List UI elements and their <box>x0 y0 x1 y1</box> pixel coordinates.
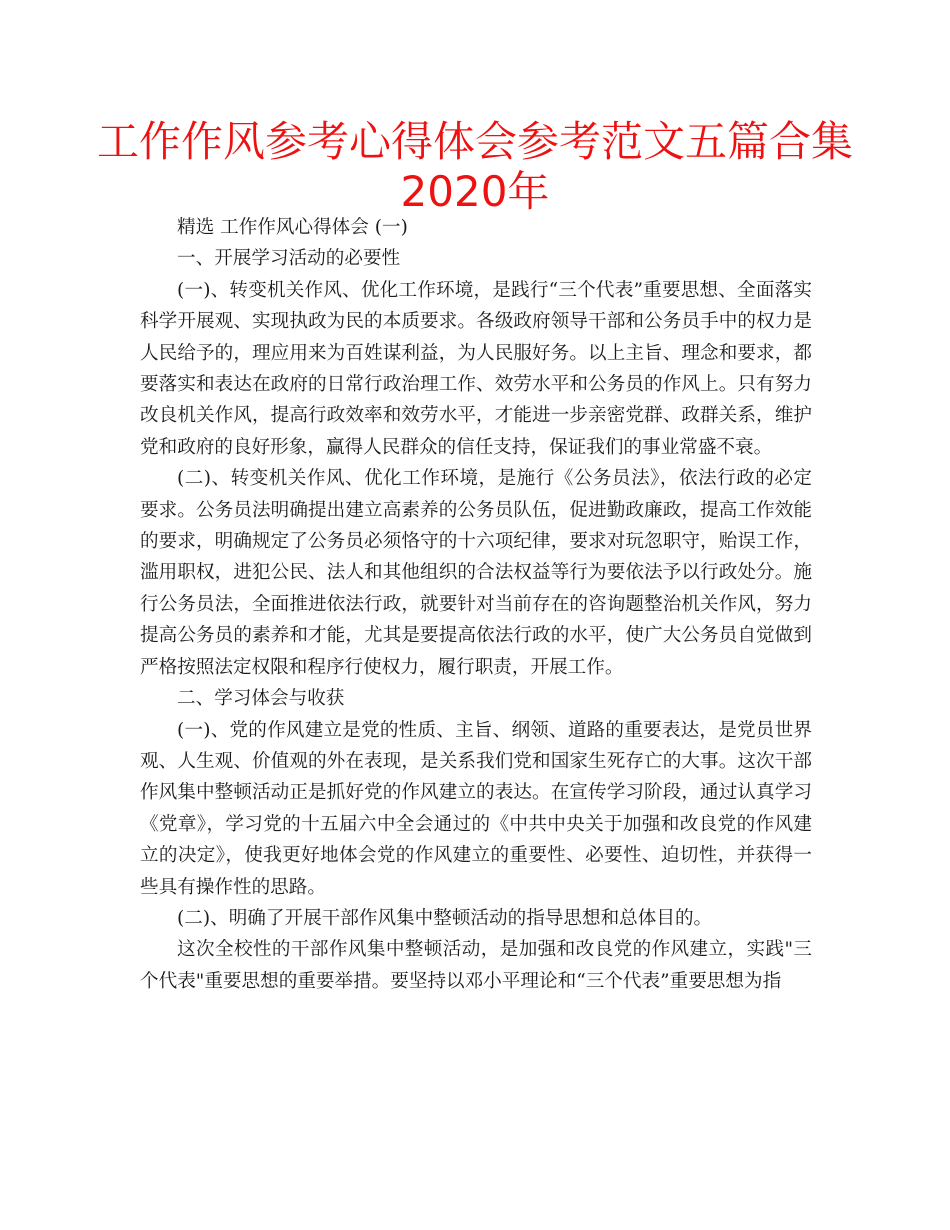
body-paragraph: (一)、转变机关作风、优化工作环境，是践行“三个代表”重要思想、全面落实科学开展观、实现执政为民的本质要求。各级政府领导干部和公务员手中的权力是人民给予的，理应用来为百姓谋利益，为人民服好务。以上主旨、理念和要求，都要落实和表达在政府的日常行政治理工作、效劳水平和公务员的作风上。只有努力改良机关作风，提高行政效率和效劳水平，才能进一步亲密党群、政群关系，维护党和政府的良好形象，赢得人民群众的信任支持，保证我们的事业常盛不衰。 <box>140 279 812 458</box>
subsection-heading: (二)、明确了开展干部作风集中整顿活动的指导思想和总体目的。 <box>177 907 713 929</box>
body-paragraph: (一)、党的作风建立是党的性质、主旨、纲领、道路的重要表达，是党员世界观、人生观、价值观的外在表现，是关系我们党和国家生死存亡的大事。这次干部作风集中整顿活动正是抓好党的作风建立的表达。在宣传学习阶段，通过认真学习《党章》，学习党的十五届六中全会通过的《中共中央关于加强和改良党的作风建立的决定》，使我更好地体会党的作风建立的重要性、必要性、迫切性，并获得一些具有操作性的思路。 <box>140 719 812 898</box>
body-paragraph: (二)、转变机关作风、优化工作环境，是施行《公务员法》，依法行政的必定要求。公务员法明确提出建立高素养的公务员队伍，促进勤政廉政，提高工作效能的要求，明确规定了公务员必须恪守的十六项纪律，要求对玩忽职守，贻误工作，滥用职权，进犯公民、法人和其他组织的合法权益等行为要依法予以行政处分。施行公务员法，全面推进依法行政，就要针对当前存在的咨询题整治机关作风，努力提高公务员的素养和才能，尤其是要提高依法行政的水平，使广大公务员自觉做到严格按照法定权限和程序行使权力，履行职责，开展工作。 <box>140 468 812 678</box>
document-body <box>140 212 812 997</box>
title-line-1: 工作作风参考心得体会参考范文五篇合集 <box>96 117 853 166</box>
section-intro-heading: 精选 工作作风心得体会 (一) <box>177 217 408 238</box>
section-two-heading: 二、学习体会与收获 <box>177 688 345 710</box>
document-title <box>0 117 950 217</box>
section-one-heading: 一、开展学习活动的必要性 <box>177 248 401 270</box>
title-line-2: 2020年 <box>400 167 550 216</box>
body-paragraph: 这次全校性的干部作风集中整顿活动，是加强和改良党的作风建立，实践"三个代表"重要思想的重要举措。要坚持以邓小平理论和“三个代表”重要思想为指 <box>140 939 812 992</box>
